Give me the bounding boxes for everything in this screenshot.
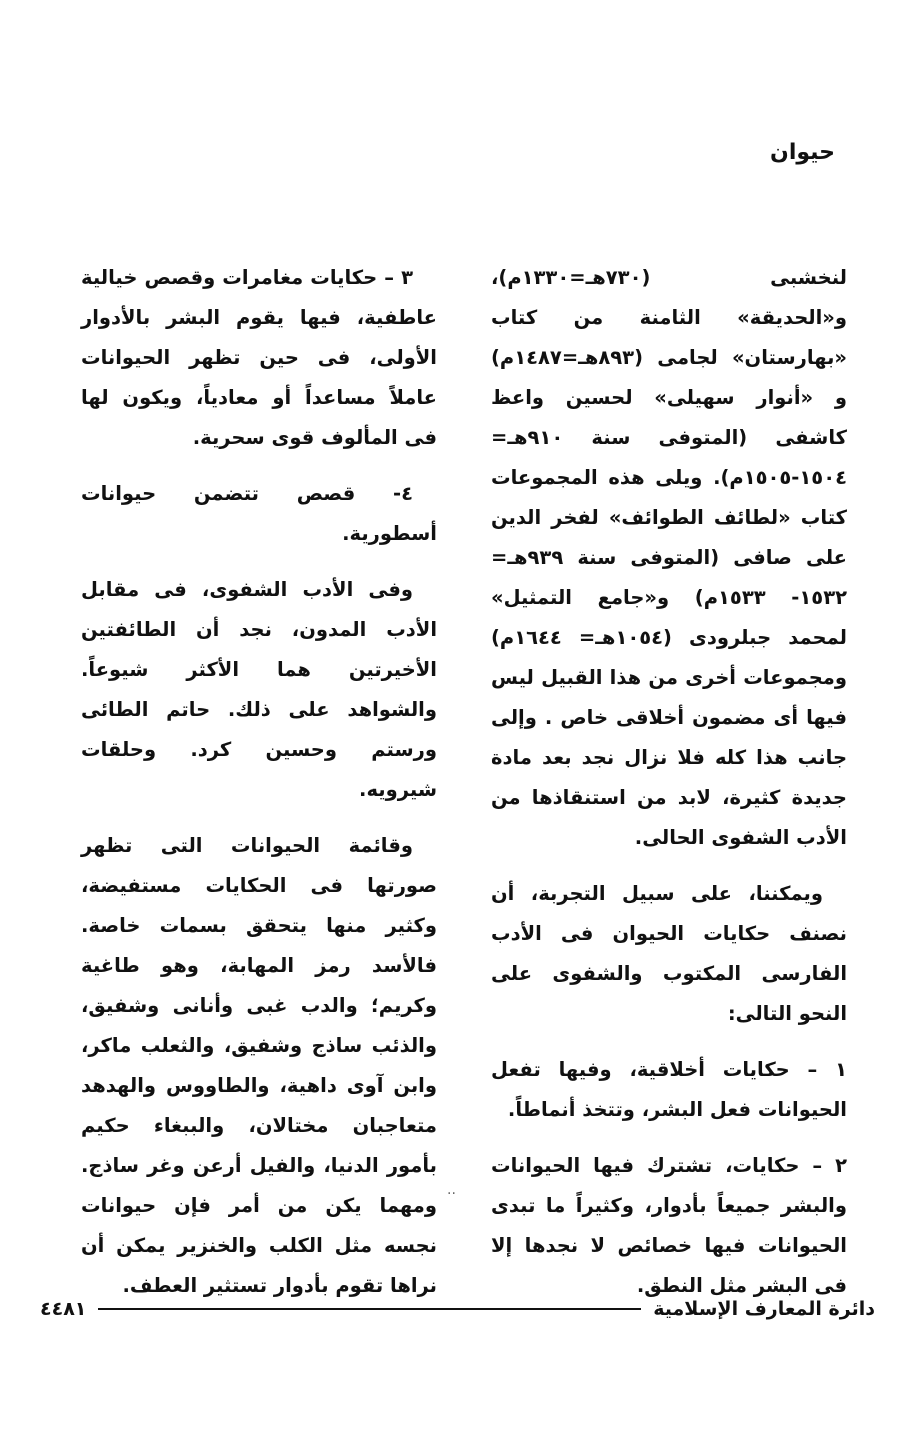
list-item: ٤- قصص تتضمن حيوانات أسطورية. [81,482,437,545]
footer-publication-title: دائرة المعارف الإسلامية [653,1298,875,1320]
list-item: ٢ – حكايات، تشترك فيها الحيوانات والبشر جميعاً بأدوار، وكثيراً ما تبدى الحيوانات فيها خصائص لا نجدها إلا فى البشر مثل النطق. [491,1154,847,1297]
paragraph: وفى الأدب الشفوى، فى مقابل الأدب المدون، نجد أن الطائفتين الأخيرتين هما الأكثر شيوعاً. والشواهد على ذلك. حاتم الطائى ورستم وحسين كرد. وحلقات شيرويه. [81,578,437,801]
list-item: ٣ – حكايات مغامرات وقصص خيالية عاطفية، فيها يقوم البشر بالأدوار الأولى، فى حين تظهر الحيوانات عاملاً مساعداً أو معادياً، ويكون لها فى المألوف قوى سحرية. [81,266,437,449]
page-footer [40,1293,875,1325]
text-column-right [491,258,847,1322]
footer-rule [98,1308,641,1310]
text-column-left [81,258,437,1322]
running-header: حيوان [770,140,835,165]
list-item: ١ – حكايات أخلاقية، وفيها تفعل الحيوانات فعل البشر، وتتخذ أنماطاً. [491,1058,847,1121]
paragraph: وقائمة الحيوانات التى تظهر صورتها فى الحكايات مستفيضة، وكثير منها يتحقق بسمات خاصة. فالأسد رمز المهابة، وهو طاغية وكريم؛ والدب غبى وأنانى وشفيق، والذئب ساذج وشفيق، والثعلب ماكر، وابن آوى داهية، والطاووس والهدهد متعاجبان مختالان، والببغاء حكيم بأمور الدنيا، والفيل أرعن وغر ساذج. ومهما يكن من أمر فإن حيوانات نجسه مثل الكلب والخنزير يمكن أن نراها تقوم بأدوار تستثير العطف. [81,834,437,1297]
paragraph: ويمكننا، على سبيل التجربة، أن نصنف حكايات الحيوان فى الأدب الفارسى المكتوب والشفوى على النحو التالى: [491,882,847,1025]
gutter-dash-mark: .. [447,1182,456,1198]
page-number: ٤٤٨١ [40,1298,87,1320]
paragraph: لنخشبى (٧٣٠هـ=١٣٣٠م)، و«الحديقة» الثامنة من كتاب «بهارستان» لجامى (٨٩٣هـ=١٤٨٧م) و «أنوار سهيلى» لحسين واعظ كاشفى (المتوفى سنة ٩١٠هـ= ١٥٠٤-١٥٠٥م). ويلى هذه المجموعات كتاب «لطائف الطوائف» لفخر الدين على صافى (المتوفى سنة ٩٣٩هـ= ١٥٣٢- ١٥٣٣م) و«جامع التمثيل» لمحمد جبلرودى (١٠٥٤هـ= ١٦٤٤م) ومجموعات أخرى من هذا القبيل ليس فيها أى مضمون أخلاقى خاص . وإلى جانب هذا كله فلا نزال نجد بعد مادة جديدة كثيرة، لابد من استنقاذها من الأدب الشفوى الحالى. [491,266,848,849]
